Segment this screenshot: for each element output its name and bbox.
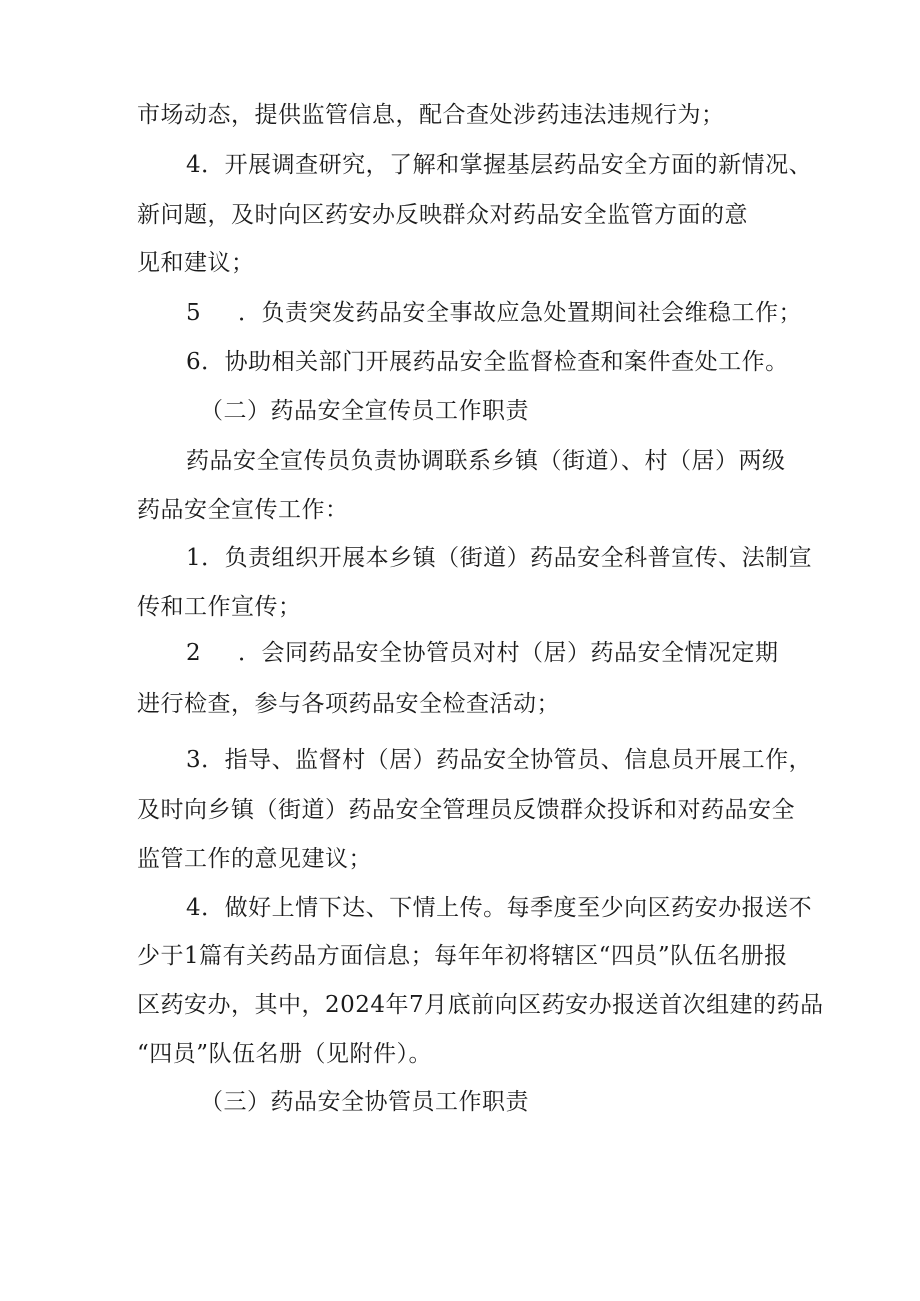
list-item-3-line: 及时向乡镇（街道）药品安全管理员反馈群众投诉和对药品安全 <box>137 797 795 823</box>
list-item-2-line: 进行检查，参与各项药品安全检查活动； <box>137 691 560 717</box>
list-item-4-line: 4．做好上情下达、下情上传。每季度至少向区药安办报送不 <box>186 895 813 921</box>
list-item-2-line: ．会同药品安全协管员对村（居）药品安全情况定期 <box>238 640 779 666</box>
list-item-4-line: 区药安办，其中，2024年7月底前向区药安办报送首次组建的药品 <box>137 992 824 1018</box>
list-item-1-line: 传和工作宣传； <box>137 594 302 620</box>
paragraph-line: 市场动态，提供监管信息，配合查处涉药违法违规行为； <box>137 102 725 128</box>
list-item-3-line: 3．指导、监督村（居）药品安全协管员、信息员开展工作， <box>186 747 813 773</box>
list-item-6-line: 6．协助相关部门开展药品安全监督检查和案件查处工作。 <box>186 349 789 375</box>
list-item-number: 5 <box>186 300 202 326</box>
section-heading: （二）药品安全宣传员工作职责 <box>200 398 529 424</box>
list-item-3-line: 监管工作的意见建议； <box>137 846 372 872</box>
list-item-4-line: 少于1篇有关药品方面信息；每年年初将辖区“四员”队伍名册报 <box>137 943 788 969</box>
list-item-4-line: 新问题，及时向区药安办反映群众对药品安全监管方面的意 <box>137 202 748 228</box>
list-item-5-line: ．负责突发药品安全事故应急处置期间社会维稳工作； <box>238 300 802 326</box>
section-heading: （三）药品安全协管员工作职责 <box>200 1089 529 1115</box>
list-item-4-line: “四员”队伍名册（见附件）。 <box>137 1041 433 1067</box>
paragraph-line: 药品安全宣传员负责协调联系乡镇（街道）、村（居）两级 <box>186 448 786 474</box>
list-item-1-line: 1．负责组织开展本乡镇（街道）药品安全科普宣传、法制宣 <box>186 545 813 571</box>
list-item-4-line: 4．开展调查研究，了解和掌握基层药品安全方面的新情况、 <box>186 152 813 178</box>
paragraph-line: 药品安全宣传工作： <box>137 497 349 523</box>
list-item-number: 2 <box>186 640 202 666</box>
list-item-4-line: 见和建议； <box>137 250 255 276</box>
